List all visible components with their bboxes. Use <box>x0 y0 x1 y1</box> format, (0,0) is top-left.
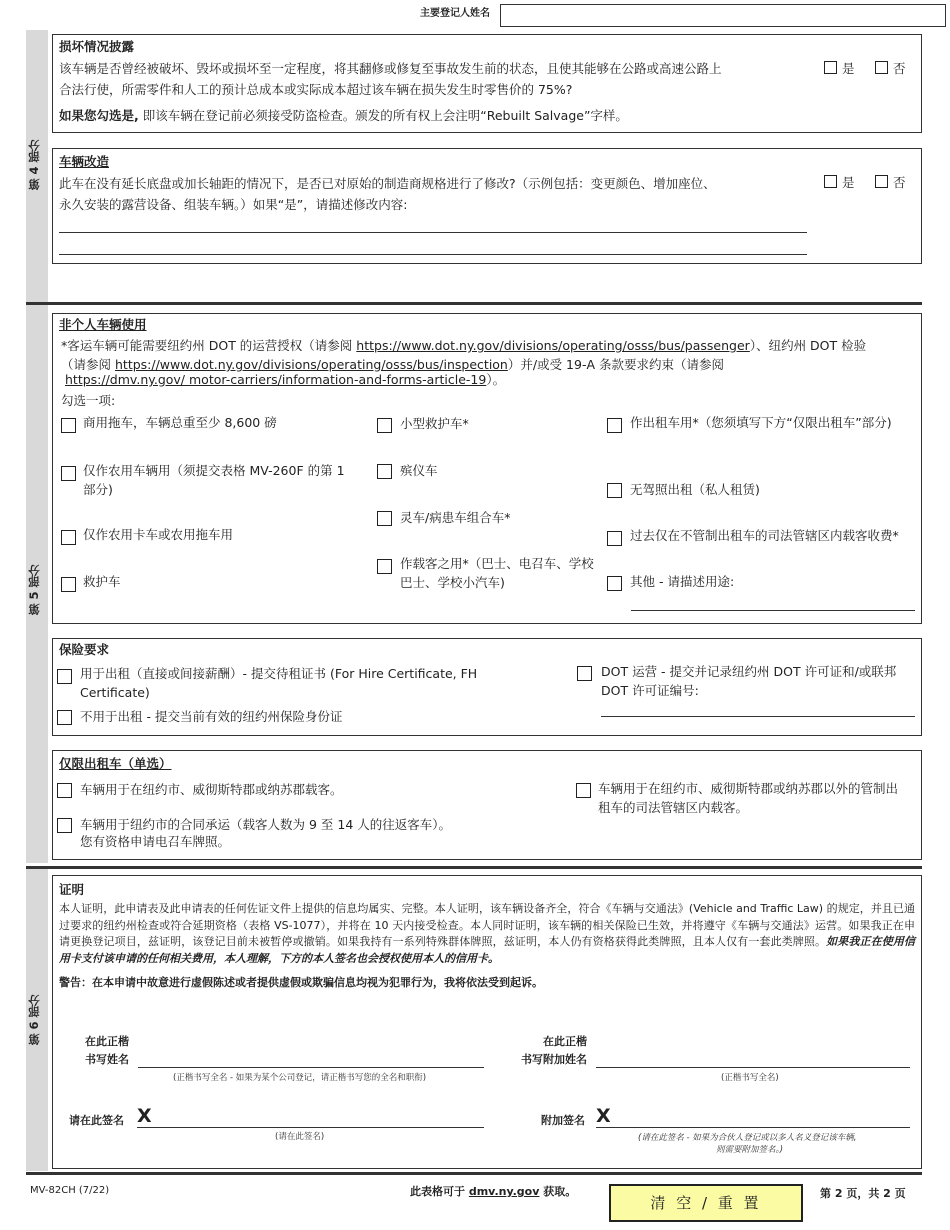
damage-title: 损坏情况披露 <box>59 39 135 54</box>
ambulance-checkbox[interactable] <box>61 577 76 592</box>
farm-vehicle-checkbox[interactable] <box>61 466 76 481</box>
insurance-dot-label: DOT 运营 - 提交并记录纽约州 DOT 许可证和/或联邦 DOT 许可证编号: <box>601 664 897 698</box>
rental-label: 无驾照出租（私人租赁) <box>630 482 760 497</box>
commercial-trailer-label: 商用拖车，车辆总重至少 8,600 磅 <box>83 415 277 430</box>
farm-truck-checkbox[interactable] <box>61 530 76 545</box>
taxi-nyc-checkbox[interactable] <box>57 783 72 798</box>
insurance-dot-number-line[interactable] <box>601 716 915 717</box>
taxi-nyc-label: 车辆用于在纽约市、威彻斯特郡或纳苏郡载客。 <box>80 782 343 797</box>
insurance-for-hire-checkbox[interactable] <box>57 669 72 684</box>
modification-question-line2: 永久安装的露营设备、组装车辆。）如果“是”，请描述修改内容: <box>59 197 408 212</box>
availability-note <box>410 1184 576 1199</box>
print-name-line[interactable] <box>138 1067 484 1068</box>
passenger-use-label: 作载客之用*（巴士、电召车、学校巴士、学校小汽车) <box>400 556 594 590</box>
farm-truck-label: 仅作农用卡车或农用拖车用 <box>83 527 234 542</box>
damage-yes-label: 是 <box>842 61 855 76</box>
certification-title: 证明 <box>59 882 85 897</box>
form-id: MV-82CH (7/22) <box>30 1185 110 1196</box>
additional-signature-hint-2: 则需要附加签名。) <box>716 1145 784 1155</box>
nonpersonal-intro-line1 <box>61 336 921 355</box>
vehicle-modification-box <box>52 148 922 264</box>
section-divider <box>26 866 922 869</box>
dot-passenger-link[interactable]: https://www.dot.ny.gov/divisions/operating/osss/bus/passenger <box>356 338 750 353</box>
modification-title: 车辆改造 <box>59 154 110 169</box>
insurance-dot-checkbox[interactable] <box>577 666 592 681</box>
minibus-ambulance-checkbox[interactable] <box>377 418 392 433</box>
damage-no-checkbox[interactable] <box>875 61 888 74</box>
damage-yes-checkbox[interactable] <box>824 61 837 74</box>
sign-here-label: 请在此签名 <box>69 1114 124 1127</box>
taxi-only-box <box>52 750 922 860</box>
intro-text-c: （请参阅 <box>61 357 112 372</box>
section-divider <box>26 302 922 305</box>
certification-box <box>52 875 922 1169</box>
modification-yes-label: 是 <box>842 175 855 190</box>
damage-disclosure-box <box>52 34 922 133</box>
taxi-contract-checkbox[interactable] <box>57 818 72 833</box>
damage-question-line2: 合法行使，所需零件和人工的预计总成本或实际成本超过该车辆在损失发生时零售价的 75%? <box>59 82 573 97</box>
modification-question-line1: 此车在没有延长底盘或加长轴距的情况下，是否已对原始的制造商规格进行了修改?（示例包括：变更颜色、增加座位、 <box>59 176 716 191</box>
taxi-outside-nyc-checkbox[interactable] <box>576 783 591 798</box>
other-use-label: 其他 - 请描述用途: <box>630 574 735 589</box>
modification-description-line2[interactable] <box>59 254 807 255</box>
nonpersonal-use-box <box>52 313 922 624</box>
additional-signature-hint-1: (请在此签名 - 如果为合伙人登记或以多人名义登记该车辆, <box>638 1133 857 1143</box>
dmv-site-link[interactable]: dmv.ny.gov <box>468 1185 540 1198</box>
damage-note <box>59 106 899 125</box>
print-name-label-2: 书写姓名 <box>85 1053 129 1066</box>
availability-text-a: 此表格可于 <box>410 1185 465 1198</box>
print-name-label-1: 在此正楷 <box>85 1035 129 1048</box>
passenger-use-checkbox[interactable] <box>377 559 392 574</box>
nonpersonal-title: 非个人车辆使用 <box>59 317 147 332</box>
page-number: 第 2 页，共 2 页 <box>820 1187 906 1200</box>
section5-label: 第 5 部分 <box>27 564 41 616</box>
intro-text-a: *客运车辆可能需要纽约州 DOT 的运营授权（请参阅 <box>61 338 353 353</box>
other-use-description-line[interactable] <box>631 610 915 611</box>
modification-no-label: 否 <box>893 175 906 190</box>
intro-text-d: ）并/或受 19-A 条款要求约束（请参阅 <box>507 357 724 372</box>
taxi-contract-label-line1: 车辆用于纽约市的合同承运（载客人数为 9 至 14 人的往返客车）。 <box>80 817 452 832</box>
funeral-car-checkbox[interactable] <box>377 464 392 479</box>
damage-question-line1: 该车辆是否曾经被破坏、毁坏或损坏至一定程度，将其翻修或修复至事故发生前的状态，且使其能够在公路或高速公路上 <box>59 61 722 76</box>
damage-note-rest: 即该车辆在登记前必须接受防盗检查。颁发的所有权上会注明“Rebuilt Salvage”字样。 <box>138 108 628 123</box>
print-additional-label-1: 在此正楷 <box>543 1035 587 1048</box>
signature-line[interactable] <box>137 1127 484 1128</box>
certification-text: 本人证明，此申请表及此申请表的任何佐证文件上提供的信息均属实、完整。本人证明，该车辆设备齐全，符合《车辆与交通法》(Vehicle and Traffic Law) 的规定，并且已通过要求的纽约州检查或符合延期资格（表格 VS-1077），并将在 10 天内接受检查。本人同时证明，该车辆的相关保险已生效，并将遵守《车辆与交通法》运营。如果我正在申请更换登记项目，兹证明，该登记目前未被暂停或撤销。如果我持有一系列特殊群体牌照，兹证明，本人仍有资格获得此类牌照，且本人仅有一套此类牌照。 <box>59 902 915 948</box>
section4-label: 第 4 部分 <box>27 139 41 191</box>
modification-description-line1[interactable] <box>59 232 807 233</box>
modification-yes-checkbox[interactable] <box>824 175 837 188</box>
taxi-outside-nyc-label: 车辆用于在纽约市、威彻斯特郡或纳苏郡以外的管制出租车的司法管辖区内载客。 <box>598 781 899 815</box>
insurance-not-for-hire-checkbox[interactable] <box>57 710 72 725</box>
insurance-not-for-hire-label: 不用于出租 - 提交当前有效的纽约州保险身份证 <box>80 709 343 724</box>
credit-card-statement: 如果我正在使用信用卡支付该申请的任何相关费用，本人理解，下方的本人签名也会授权使用本人的信用卡。 <box>59 935 916 965</box>
funeral-car-label: 殡仪车 <box>400 463 438 478</box>
damage-note-bold: 如果您勾选是, <box>59 108 139 123</box>
additional-signature-x: X <box>596 1105 611 1127</box>
primary-name-label: 主要登记人姓名 <box>420 8 490 19</box>
fraud-warning: 警告：在本申请中故意进行虚假陈述或者提供虚假或欺骗信息均视为犯罪行为，我将依法受到起诉。 <box>59 976 543 989</box>
section6-label: 第 6 部分 <box>27 994 41 1046</box>
nonpersonal-intro-line3 <box>65 370 915 389</box>
hearse-combo-checkbox[interactable] <box>377 511 392 526</box>
primary-name-input[interactable] <box>500 4 946 27</box>
farm-vehicle-label: 仅作农用车辆用（须提交表格 MV-260F 的第 1 部分) <box>83 463 345 497</box>
print-additional-hint: (正楷书写全名) <box>721 1073 779 1083</box>
dmv-article19-link[interactable]: https://dmv.ny.gov/ motor-carriers/information-and-forms-article-19 <box>65 372 487 387</box>
hearse-combo-label: 灵车/病患车组合车* <box>400 510 511 525</box>
certification-body <box>59 901 915 967</box>
section-divider <box>26 1172 922 1175</box>
unregulated-taxi-label: 过去仅在不管制出租车的司法管辖区内载客收费* <box>630 528 899 543</box>
other-use-checkbox[interactable] <box>607 576 622 591</box>
additional-signature-line[interactable] <box>596 1127 910 1128</box>
modification-no-checkbox[interactable] <box>875 175 888 188</box>
additional-signature-label: 附加签名 <box>541 1114 585 1127</box>
minibus-ambulance-label: 小型救护车* <box>400 416 469 431</box>
unregulated-taxi-checkbox[interactable] <box>607 531 622 546</box>
sign-here-hint: (请在此签名) <box>275 1132 325 1142</box>
intro-text-b: ）、纽约州 DOT 检验 <box>749 338 867 353</box>
check-one-label: 勾选一项: <box>61 393 116 408</box>
damage-no-label: 否 <box>893 61 906 76</box>
taxi-use-checkbox[interactable] <box>607 418 622 433</box>
print-additional-label-2: 书写附加姓名 <box>521 1053 587 1066</box>
taxi-only-title: 仅限出租车（单选） <box>59 756 172 771</box>
taxi-contract-label-line2: 您有资格申请电召车牌照。 <box>80 834 231 849</box>
print-additional-line[interactable] <box>596 1067 910 1068</box>
insurance-title: 保险要求 <box>59 642 110 657</box>
commercial-trailer-checkbox[interactable] <box>61 418 76 433</box>
insurance-for-hire-label: 用于出租（直接或间接薪酬）- 提交待租证书 (For Hire Certificate, FH Certificate) <box>80 666 478 700</box>
taxi-use-label: 作出租车用*（您须填写下方“仅限出租车”部分) <box>630 415 892 430</box>
intro-text-e: ）。 <box>486 372 506 387</box>
ambulance-label: 救护车 <box>83 574 121 589</box>
dot-inspection-link[interactable]: https://www.dot.ny.gov/divisions/operating/osss/bus/inspection <box>115 357 508 372</box>
insurance-requirement-box <box>52 638 922 736</box>
clear-reset-button[interactable]: 清 空 / 重 置 <box>609 1184 803 1222</box>
rental-checkbox[interactable] <box>607 483 622 498</box>
availability-text-b: 获取。 <box>543 1185 577 1198</box>
print-name-hint: (正楷书写全名 - 如果为某个公司登记，请正楷书写您的全名和职衔) <box>173 1073 427 1083</box>
sign-here-x: X <box>137 1105 152 1127</box>
